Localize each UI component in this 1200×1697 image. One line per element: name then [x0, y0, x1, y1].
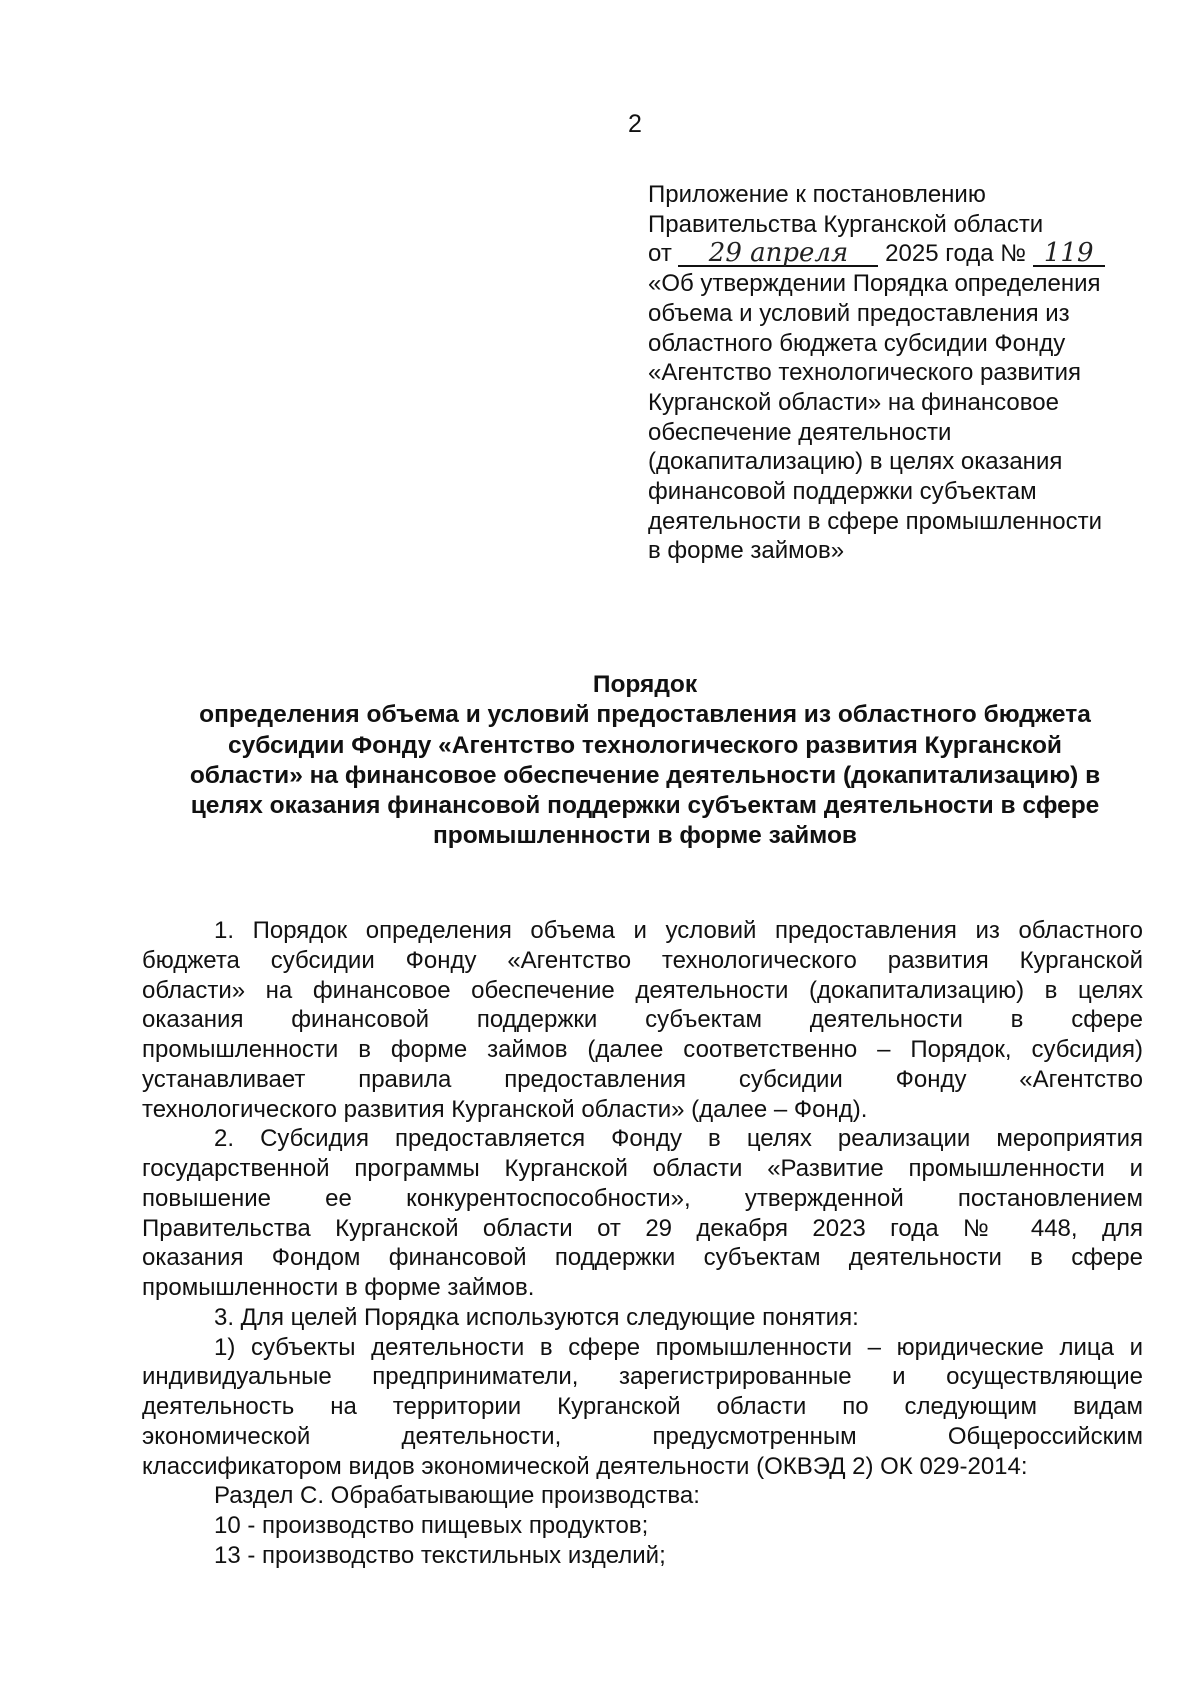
body-line: 1) субъекты деятельности в сфере промышленности – юридические лица и — [214, 1333, 1143, 1361]
title-heading: Порядок — [592, 671, 698, 698]
page-number: 2 — [628, 110, 642, 138]
appendix-subject-line: объема и условий предоставления из — [648, 299, 1070, 327]
body-line: технологического развития Курганской области» (далее – Фонд). — [142, 1095, 868, 1123]
appendix-line: Правительства Курганской области — [648, 210, 1044, 238]
appendix-subject-line: областного бюджета субсидии Фонду — [648, 329, 1066, 357]
body-line: 13 - производство текстильных изделий; — [214, 1541, 666, 1569]
appendix-subject-line: (докапитализацию) в целях оказания — [648, 448, 1063, 476]
appendix-subject-line: деятельности в сфере промышленности — [648, 507, 1102, 535]
body-line: повышение ее конкурентоспособности», утвержденной постановлением — [142, 1184, 1143, 1212]
title-line: области» на финансовое обеспечение деятельности (докапитализацию) в — [189, 761, 1101, 789]
body-line: оказания Фондом финансовой поддержки субъектам деятельности в сфере — [142, 1244, 1143, 1272]
year-text: 2025 года № — [885, 240, 1027, 268]
appendix-subject-line: «Агентство технологического развития — [648, 359, 1081, 387]
title-line: субсидии Фонду «Агентство технологического развития Курганской — [227, 731, 1062, 759]
body-line: бюджета субсидии Фонду «Агентство технологического развития Курганской — [142, 946, 1143, 974]
title-line: промышленности в форме займов — [433, 822, 857, 850]
appendix-subject-line: обеспечение деятельности — [648, 418, 952, 446]
from-label: от — [648, 240, 672, 268]
document-body — [142, 916, 1143, 1571]
body-line: Правительства Курганской области от 29 декабря 2023 года № 448, для — [142, 1214, 1143, 1242]
body-line: Раздел C. Обрабатывающие производства: — [214, 1482, 700, 1510]
body-line: деятельность на территории Курганской области по следующим видам — [142, 1393, 1143, 1420]
body-line: экономической деятельности, предусмотренным Общероссийским — [142, 1422, 1143, 1450]
body-line: государственной программы Курганской области «Развитие промышленности и — [142, 1155, 1143, 1182]
appendix-line: Приложение к постановлению — [648, 181, 986, 208]
body-line: промышленности в форме займов. — [142, 1274, 535, 1301]
body-line: 10 - производство пищевых продуктов; — [214, 1512, 649, 1539]
title-line: целях оказания финансовой поддержки субъектам деятельности в сфере — [190, 792, 1100, 820]
appendix-subject-line: «Об утверждении Порядка определения — [648, 270, 1101, 298]
body-line: 1. Порядок определения объема и условий предоставления из областного — [214, 917, 1143, 944]
body-line: 3. Для целей Порядка используются следующие понятия: — [214, 1303, 859, 1331]
body-line: классификатором видов экономической деятельности (ОКВЭД 2) ОК 029-2014: — [142, 1452, 1028, 1480]
document-title — [140, 670, 1150, 852]
handwritten-date: 29 апреля — [678, 241, 878, 267]
body-line: индивидуальные предприниматели, зарегистрированные и осуществляющие — [142, 1363, 1143, 1391]
body-line: оказания финансовой поддержки субъектам деятельности в сфере — [142, 1006, 1143, 1034]
appendix-date-line — [648, 239, 1168, 269]
appendix-subject-line: в форме займов» — [648, 537, 845, 565]
handwritten-number: 119 — [1033, 241, 1105, 267]
title-line: определения объема и условий предоставления из областного бюджета — [199, 701, 1091, 729]
body-line: промышленности в форме займов (далее соответственно – Порядок, субсидия) — [142, 1036, 1143, 1063]
appendix-subject-line: Курганской области» на финансовое — [648, 388, 1059, 416]
appendix-subject-line: финансовой поддержки субъектам — [648, 478, 1037, 506]
body-line: устанавливает правила предоставления субсидии Фонду «Агентство — [142, 1065, 1143, 1093]
appendix-header — [648, 180, 1168, 566]
body-line: области» на финансовое обеспечение деятельности (докапитализацию) в целях — [142, 976, 1143, 1004]
body-line: 2. Субсидия предоставляется Фонду в целях реализации мероприятия — [214, 1125, 1143, 1153]
